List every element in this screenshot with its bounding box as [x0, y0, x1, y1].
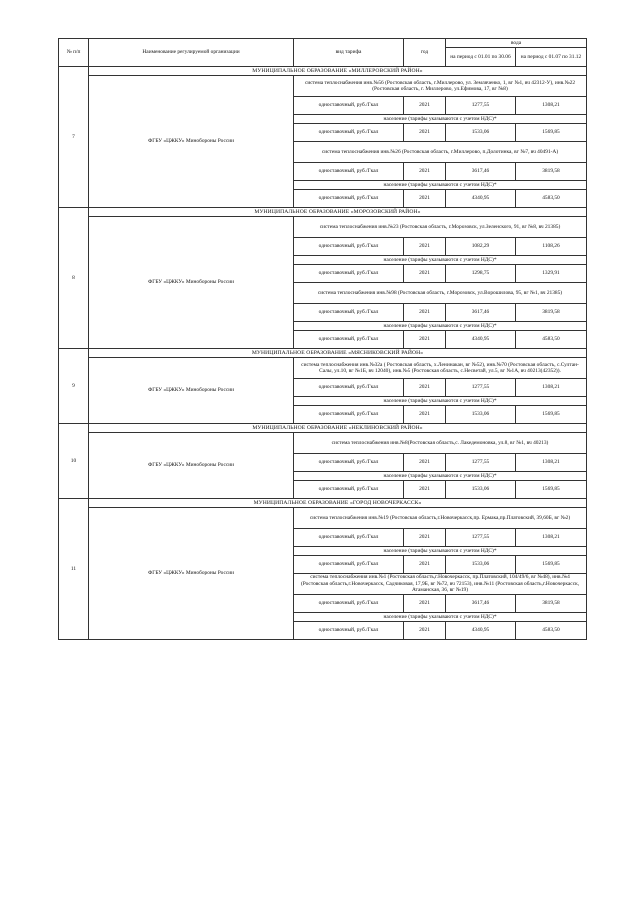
tariff-year: 2021 [404, 124, 446, 142]
section-num-cell: 7 [59, 67, 89, 208]
organization-name: ФГБУ «ЦЖКУ» Минобороны России [89, 508, 294, 640]
tariff-type: одноставочный, руб./Гкал [294, 556, 404, 574]
table-header [59, 39, 587, 67]
tariff-period-1-value: 1277,55 [446, 529, 516, 547]
tariff-type: одноставочный, руб./Гкал [294, 97, 404, 115]
system-description-row [59, 76, 587, 97]
header-num: № п/п [59, 39, 89, 67]
tariff-period-2-value: 3819,58 [516, 595, 587, 613]
tariff-year: 2021 [404, 304, 446, 322]
tariff-type: одноставочный, руб./Гкал [294, 481, 404, 499]
table-body [59, 67, 587, 640]
tariff-period-2-value: 1308,21 [516, 529, 587, 547]
population-note: население (тарифы указываются с учетом НДС)* [294, 256, 587, 265]
section-title-row [59, 208, 587, 217]
tariff-period-2-value: 1569,85 [516, 406, 587, 424]
system-description-row [59, 358, 587, 379]
system-description: система теплоснабжения инв.№19 (Ростовская область,г.Новочеркасск,пр. Ермака,пр.Платовский, 39,60Б, вг №2) [294, 508, 587, 529]
population-note: население (тарифы указываются с учетом НДС)* [294, 181, 587, 190]
tariff-period-2-value: 1569,85 [516, 556, 587, 574]
tariff-type: одноставочный, руб./Гкал [294, 163, 404, 181]
tariff-type: одноставочный, руб./Гкал [294, 304, 404, 322]
header-water: вода [446, 39, 587, 48]
tariff-period-1-value: 3617,46 [446, 163, 516, 181]
section-title: МУНИЦИПАЛЬНОЕ ОБРАЗОВАНИЕ «МЯСНИКОВСКИЙ РАЙОН» [89, 349, 587, 358]
header-year: год [404, 39, 446, 67]
header-period-1: на период с 01.01 по 30.06 [446, 48, 516, 67]
tariff-period-1-value: 1298,75 [446, 265, 516, 283]
organization-name: ФГБУ «ЦЖКУ» Минобороны России [89, 433, 294, 499]
section-num-cell: 9 [59, 349, 89, 424]
tariff-period-2-value: 1308,21 [516, 97, 587, 115]
population-note: население (тарифы указываются с учетом НДС)* [294, 613, 587, 622]
section-title-row [59, 349, 587, 358]
tariff-year: 2021 [404, 595, 446, 613]
tariff-period-2-value: 1308,21 [516, 379, 587, 397]
tariff-period-2-value: 3819,58 [516, 304, 587, 322]
system-description-row [59, 433, 587, 454]
tariff-type: одноставочный, руб./Гкал [294, 238, 404, 256]
tariff-type: одноставочный, руб./Гкал [294, 190, 404, 208]
header-org: Наименование регулируемой организации [89, 39, 294, 67]
tariff-year: 2021 [404, 529, 446, 547]
system-description: система теплоснабжения инв.№1 (Ростовская область,г.Новочеркасск, пр.Платовский, 104/49/6, вг №48), инв.№4 (Ростовская область,г.Новочеркасск, Садчиковая, 17,9Б, вг №72, вч 72153), инв.№11 (Ростовская область,г.Новочеркасск, Атаманская, 36, вг №19) [294, 574, 587, 595]
tariff-period-1-value: 4340,95 [446, 331, 516, 349]
organization-name: ФГБУ «ЦЖКУ» Минобороны России [89, 358, 294, 424]
population-note: население (тарифы указываются с учетом НДС)* [294, 472, 587, 481]
tariff-type: одноставочный, руб./Гкал [294, 529, 404, 547]
tariff-period-2-value: 1108,26 [516, 238, 587, 256]
tariff-period-1-value: 1533,06 [446, 481, 516, 499]
tariff-year: 2021 [404, 622, 446, 640]
tariff-year: 2021 [404, 190, 446, 208]
tariff-year: 2021 [404, 454, 446, 472]
tariff-year: 2021 [404, 481, 446, 499]
tariff-type: одноставочный, руб./Гкал [294, 331, 404, 349]
population-note: население (тарифы указываются с учетом НДС)* [294, 115, 587, 124]
section-num-cell: 11 [59, 499, 89, 640]
population-note: население (тарифы указываются с учетом НДС)* [294, 322, 587, 331]
system-description: система теплоснабжения инв.№56 (Ростовская область, г.Миллерово, ул. Земляченко, 1, вг №1, вч 42312-У), инв.№22 (Ростовская область, г. Миллерово, ул.Ефимова, 17, вг №8) [294, 76, 587, 97]
tariff-type: одноставочный, руб./Гкал [294, 265, 404, 283]
tariff-period-1-value: 1533,06 [446, 406, 516, 424]
organization-name: ФГБУ «ЦЖКУ» Минобороны России [89, 217, 294, 349]
tariff-period-2-value: 4583,50 [516, 331, 587, 349]
tariff-type: одноставочный, руб./Гкал [294, 379, 404, 397]
tariff-period-1-value: 1082,29 [446, 238, 516, 256]
tariff-type: одноставочный, руб./Гкал [294, 124, 404, 142]
tariff-year: 2021 [404, 406, 446, 424]
tariff-period-2-value: 3819,58 [516, 163, 587, 181]
tariff-year: 2021 [404, 97, 446, 115]
tariff-period-2-value: 1569,85 [516, 481, 587, 499]
tariff-year: 2021 [404, 163, 446, 181]
tariff-period-1-value: 3617,46 [446, 304, 516, 322]
system-description: система теплоснабжения инв.№8(Ростовская область,с. Лакедемоновка, ул.8, вг №1, вч 40213) [294, 433, 587, 454]
organization-name: ФГБУ «ЦЖКУ» Минобороны России [89, 76, 294, 208]
tariff-period-2-value: 1329,91 [516, 265, 587, 283]
tariff-period-2-value: 1569,85 [516, 124, 587, 142]
section-title: МУНИЦИПАЛЬНОЕ ОБРАЗОВАНИЕ «МИЛЛЕРОВСКИЙ РАЙОН» [89, 67, 587, 76]
tariff-year: 2021 [404, 379, 446, 397]
tariff-year: 2021 [404, 238, 446, 256]
tariff-period-1-value: 3617,46 [446, 595, 516, 613]
tariff-year: 2021 [404, 331, 446, 349]
tariff-type: одноставочный, руб./Гкал [294, 406, 404, 424]
header-period-2: на период с 01.07 по 31.12 [516, 48, 587, 67]
tariff-year: 2021 [404, 265, 446, 283]
tariff-table [58, 38, 587, 640]
tariff-period-1-value: 1277,55 [446, 97, 516, 115]
tariff-period-1-value: 4340,95 [446, 622, 516, 640]
section-num-cell: 10 [59, 424, 89, 499]
tariff-type: одноставочный, руб./Гкал [294, 595, 404, 613]
tariff-period-1-value: 1533,06 [446, 556, 516, 574]
tariff-type: одноставочный, руб./Гкал [294, 622, 404, 640]
section-title: МУНИЦИПАЛЬНОЕ ОБРАЗОВАНИЕ «МОРОЗОВСКИЙ РАЙОН» [89, 208, 587, 217]
system-description-row [59, 508, 587, 529]
system-description: система теплоснабжения инв.№23 (Ростовская область, г.Морозовск, ул.Зеленского, 91, вг №8, вч 21385) [294, 217, 587, 238]
section-title: МУНИЦИПАЛЬНОЕ ОБРАЗОВАНИЕ «ГОРОД НОВОЧЕРКАССК» [89, 499, 587, 508]
system-description: система теплоснабжения инв.№26 (Ростовская область, г.Миллерово, п.Долотинка, вг №7, вч 40491-А) [294, 142, 587, 163]
system-description: система теплоснабжения инв.№98 (Ростовская область, г.Морозовск, ул.Ворошилова, 95, вг №1, вч 21385) [294, 283, 587, 304]
section-title: МУНИЦИПАЛЬНОЕ ОБРАЗОВАНИЕ «НЕКЛИНОВСКИЙ РАЙОН» [89, 424, 587, 433]
tariff-period-2-value: 1308,21 [516, 454, 587, 472]
header-tariff-type: вид тарифа [294, 39, 404, 67]
section-title-row [59, 424, 587, 433]
population-note: население (тарифы указываются с учетом НДС)* [294, 547, 587, 556]
tariff-period-1-value: 1277,55 [446, 379, 516, 397]
tariff-period-2-value: 4583,50 [516, 190, 587, 208]
section-title-row [59, 67, 587, 76]
tariff-type: одноставочный, руб./Гкал [294, 454, 404, 472]
tariff-period-2-value: 4583,50 [516, 622, 587, 640]
system-description: система теплоснабжения инв.№32а ( Ростовская область, х.Ленинакан, вг №52), инв.№70 (Ростовская область, с.Султан-Салы, ул.10, вг №1Б, вч 12040), инв.№5 (Ростовская область, с.Несветай, ул.5, вг №1А, вч 40213(42352)). [294, 358, 587, 379]
tariff-year: 2021 [404, 556, 446, 574]
system-description-row [59, 217, 587, 238]
tariff-period-1-value: 1533,06 [446, 124, 516, 142]
section-num-cell: 8 [59, 208, 89, 349]
tariff-period-1-value: 1277,55 [446, 454, 516, 472]
section-title-row [59, 499, 587, 508]
tariff-period-1-value: 4340,95 [446, 190, 516, 208]
population-note: население (тарифы указываются с учетом НДС)* [294, 397, 587, 406]
